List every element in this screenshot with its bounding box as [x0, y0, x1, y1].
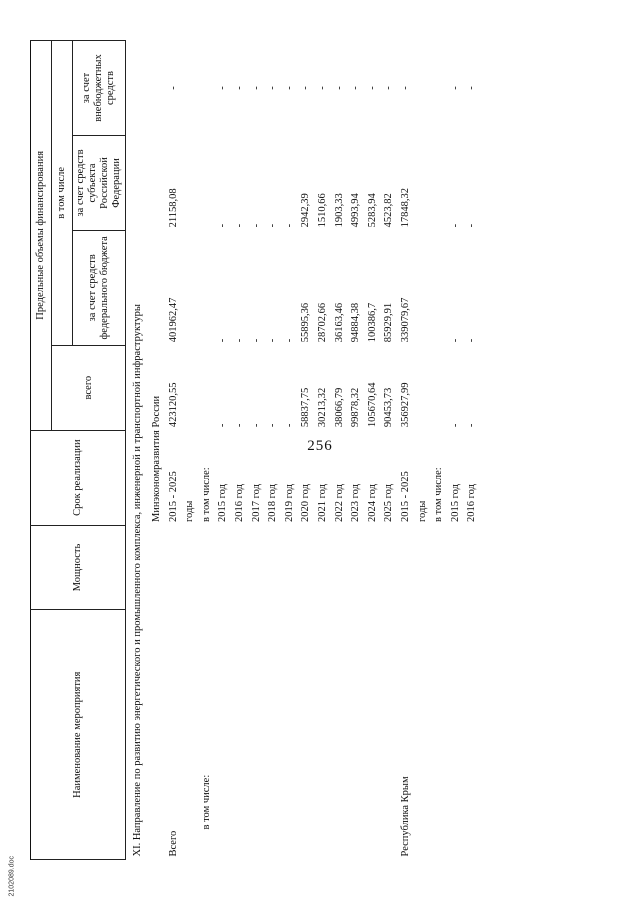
row-extra: -: [267, 86, 279, 90]
section-title: XI. Направление по развитию энергетического и промышленного комплекса, инженерной и транспортной инфраструктуры: [131, 304, 143, 857]
header-extra: за счет внебюджетных средств: [73, 41, 126, 136]
row-regional: -: [217, 223, 229, 228]
row-capacity: [182, 525, 199, 610]
row-period: 2024 год: [366, 484, 378, 523]
row-period: 2015 год: [449, 484, 461, 523]
row-capacity: [331, 525, 348, 610]
row-extra: -: [383, 86, 395, 90]
row-federal: -: [267, 338, 279, 343]
row-extra: -: [466, 86, 478, 90]
row-total: -: [267, 423, 279, 428]
row-period: 2025 год: [383, 484, 395, 523]
row-period: в том числе:: [433, 467, 445, 523]
table-row: [165, 41, 182, 860]
row-period: 2019 год: [283, 484, 295, 523]
row-total: [431, 345, 448, 430]
row-total: -: [283, 423, 295, 428]
table-row: [448, 41, 465, 860]
financing-table: [30, 40, 481, 860]
row-regional: -: [267, 223, 279, 228]
row-regional: [431, 136, 448, 231]
row-extra: [414, 41, 431, 136]
row-federal: 28702,66: [317, 302, 329, 343]
row-name: в том числе:: [200, 774, 212, 830]
row-capacity: [298, 525, 315, 610]
row-period: 2015 - 2025: [167, 471, 179, 523]
row-regional: 21158,08: [167, 188, 179, 228]
row-total: -: [466, 423, 478, 428]
table-row: [398, 41, 415, 860]
row-name: [232, 610, 249, 860]
table-header: [31, 41, 126, 860]
row-regional: -: [466, 223, 478, 228]
table-row: [232, 41, 249, 860]
row-regional: 5283,94: [366, 193, 378, 228]
row-name: [381, 610, 398, 860]
row-name: [248, 610, 265, 860]
row-federal: [431, 230, 448, 345]
row-total: [414, 345, 431, 430]
table-body: [126, 41, 481, 860]
row-capacity: [348, 525, 365, 610]
row-total: -: [449, 423, 461, 428]
header-federal: за счет средств федерального бюджета: [73, 230, 126, 345]
table-row: [265, 41, 282, 860]
row-capacity: [315, 525, 332, 610]
row-federal: -: [449, 338, 461, 343]
row-regional: 1903,33: [333, 193, 345, 228]
row-extra: -: [400, 86, 412, 90]
row-name: Республика Крым: [400, 776, 412, 857]
row-name: Всего: [167, 830, 179, 857]
row-capacity: [265, 525, 282, 610]
row-period: 2016 год: [234, 484, 246, 523]
row-extra: -: [350, 86, 362, 90]
row-period: 2023 год: [350, 484, 362, 523]
row-regional: [199, 136, 216, 231]
row-period: 2017 год: [250, 484, 262, 523]
table-row: [381, 41, 398, 860]
header-total: всего: [52, 345, 126, 430]
row-extra: [431, 41, 448, 136]
row-regional: -: [234, 223, 246, 228]
row-extra: -: [300, 86, 312, 90]
row-regional: [414, 136, 431, 231]
row-name: [265, 610, 282, 860]
table-row: [431, 41, 448, 860]
row-federal: -: [466, 338, 478, 343]
table-row: [298, 41, 315, 860]
ministry-name: Минэкономразвития России: [151, 395, 163, 523]
row-capacity: [248, 525, 265, 610]
row-name: [348, 610, 365, 860]
row-name: [448, 610, 465, 860]
row-period: 2020 год: [300, 484, 312, 523]
table-row: [182, 41, 199, 860]
row-regional: -: [250, 223, 262, 228]
page-number: 256: [307, 438, 333, 454]
row-capacity: [381, 525, 398, 610]
row-capacity: [199, 525, 216, 610]
row-federal: -: [217, 338, 229, 343]
row-federal: [199, 230, 216, 345]
table-row: [215, 41, 232, 860]
table-row: [248, 41, 265, 860]
row-period: годы: [416, 500, 428, 523]
header-capacity: Мощность: [31, 525, 126, 610]
row-capacity: [448, 525, 465, 610]
row-period: 2022 год: [333, 484, 345, 523]
row-total: 58837,75: [300, 387, 312, 428]
table-row: [464, 41, 481, 860]
row-federal: 36163,46: [333, 302, 345, 343]
row-total: 99878,32: [350, 387, 362, 428]
row-federal: -: [250, 338, 262, 343]
row-federal: 55895,36: [300, 302, 312, 343]
row-capacity: [232, 525, 249, 610]
row-federal: 100386,7: [366, 302, 378, 343]
row-name: [414, 610, 431, 860]
row-total: 30213,32: [317, 387, 329, 428]
row-federal: [414, 230, 431, 345]
row-total: 105670,64: [366, 382, 378, 428]
header-regional: за счет средств субъекта Российской Федерации: [73, 136, 126, 231]
row-federal: 94884,38: [350, 302, 362, 343]
row-capacity: [215, 525, 232, 610]
row-name: [215, 610, 232, 860]
table-row: [414, 41, 431, 860]
row-capacity: [282, 525, 299, 610]
row-extra: -: [449, 86, 461, 90]
row-capacity: [165, 525, 182, 610]
row-total: 90453,73: [383, 387, 395, 428]
row-name: [315, 610, 332, 860]
row-name: [182, 610, 199, 860]
row-extra: -: [234, 86, 246, 90]
row-extra: -: [333, 86, 345, 90]
row-period: в том числе:: [200, 467, 212, 523]
table-row: [331, 41, 348, 860]
row-regional: [182, 136, 199, 231]
row-extra: [199, 41, 216, 136]
row-extra: -: [317, 86, 329, 90]
row-name: [298, 610, 315, 860]
row-name: [282, 610, 299, 860]
row-name: [464, 610, 481, 860]
row-period: годы: [184, 500, 196, 523]
row-period: 2015 год: [217, 484, 229, 523]
row-period: 2015 - 2025: [400, 471, 412, 523]
row-capacity: [431, 525, 448, 610]
row-capacity: [365, 525, 382, 610]
header-financing-group: Предельные объемы финансирования: [31, 41, 52, 431]
row-extra: -: [366, 86, 378, 90]
row-federal: -: [283, 338, 295, 343]
row-capacity: [464, 525, 481, 610]
row-capacity: [398, 525, 415, 610]
row-name: [365, 610, 382, 860]
row-federal: 85929,91: [383, 302, 395, 343]
row-name: [331, 610, 348, 860]
row-federal: [182, 230, 199, 345]
table-row: [315, 41, 332, 860]
table-row: [199, 41, 216, 860]
row-total: 423120,55: [167, 382, 179, 428]
row-extra: -: [250, 86, 262, 90]
header-period: Срок реализации: [31, 430, 126, 525]
table-row: [365, 41, 382, 860]
row-federal: -: [234, 338, 246, 343]
row-total: -: [250, 423, 262, 428]
row-regional: 17848,32: [400, 188, 412, 228]
row-federal: 339079,67: [400, 297, 412, 343]
row-extra: -: [167, 86, 179, 90]
row-extra: -: [283, 86, 295, 90]
row-total: 38066,79: [333, 387, 345, 428]
row-regional: 1510,66: [317, 193, 329, 228]
row-regional: -: [449, 223, 461, 228]
row-regional: -: [283, 223, 295, 228]
footer-code: 2102089.doc: [8, 856, 16, 897]
row-extra: -: [217, 86, 229, 90]
row-federal: 401962,47: [167, 297, 179, 343]
header-including: в том числе: [52, 41, 73, 346]
row-regional: 2942,39: [300, 193, 312, 228]
row-total: [199, 345, 216, 430]
row-regional: 4993,94: [350, 193, 362, 228]
table-row: [348, 41, 365, 860]
row-regional: 4523,82: [383, 193, 395, 228]
row-total: -: [217, 423, 229, 428]
row-total: [182, 345, 199, 430]
table-row: [282, 41, 299, 860]
row-extra: [182, 41, 199, 136]
row-period: 2021 год: [317, 484, 329, 523]
row-name: [431, 610, 448, 860]
row-period: 2016 год: [466, 484, 478, 523]
row-period: 2018 год: [267, 484, 279, 523]
row-total: -: [234, 423, 246, 428]
row-capacity: [414, 525, 431, 610]
row-total: 356927,99: [400, 382, 412, 428]
header-name: Наименование мероприятия: [31, 610, 126, 860]
